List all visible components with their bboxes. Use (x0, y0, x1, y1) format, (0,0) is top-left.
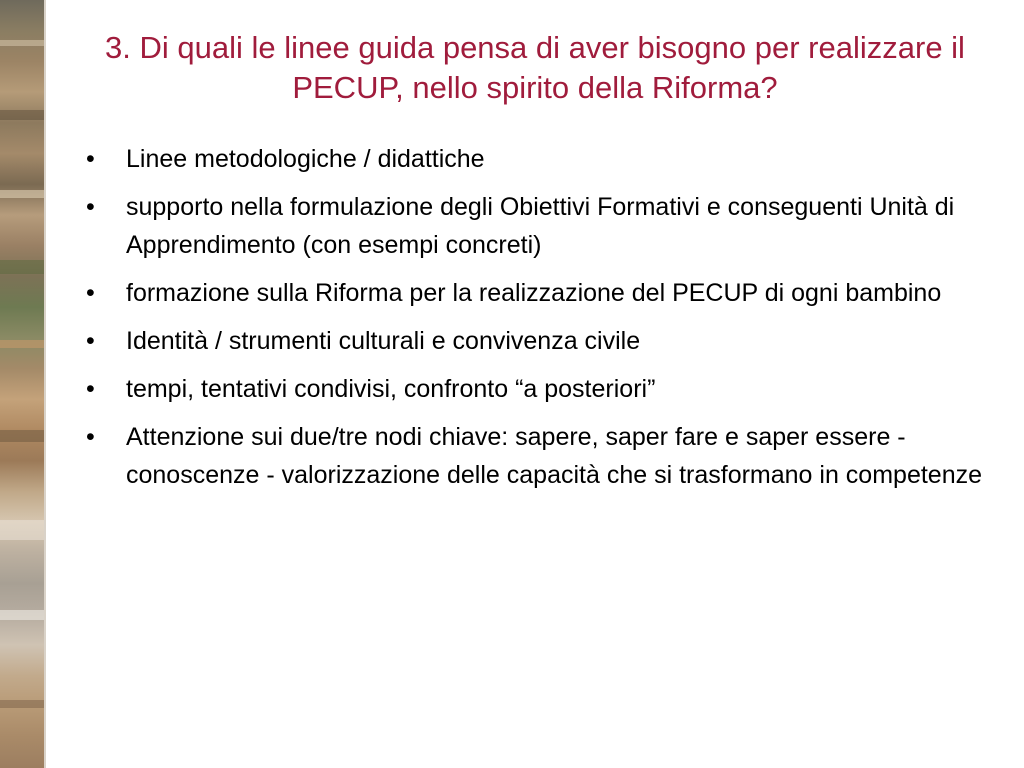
slide-title: 3. Di quali le linee guida pensa di aver bisogno per realizzare il PECUP, nello spirito della Riforma? (105, 30, 965, 105)
bullet-dot: • (86, 327, 95, 355)
bullet-dot: • (86, 279, 95, 307)
list-item (86, 140, 986, 178)
list-item (86, 322, 986, 360)
list-item-text: Linee metodologiche / didattiche (126, 145, 485, 173)
list-item (86, 274, 986, 312)
side-photo-strip (0, 0, 44, 768)
bullet-dot: • (86, 193, 95, 221)
list-item-text: Attenzione sui due/tre nodi chiave: sapere, saper fare e saper essere - conoscenze - valorizzazione delle capacità che si trasformano in competenze (126, 423, 983, 489)
list-item (86, 188, 986, 264)
bullet-dot: • (86, 423, 95, 451)
bullet-dot: • (86, 375, 95, 403)
list-item (86, 418, 986, 494)
bullet-list (86, 140, 986, 504)
list-item-text: formazione sulla Riforma per la realizzazione del PECUP di ogni bambino (126, 279, 942, 307)
bullet-dot: • (86, 145, 95, 173)
list-item-text: supporto nella formulazione degli Obiettivi Formativi e conseguenti Unità di Apprendimento (con esempi concreti) (126, 193, 955, 259)
list-item (86, 370, 986, 408)
list-item-text: Identità / strumenti culturali e convivenza civile (126, 327, 641, 355)
list-item-text: tempi, tentativi condivisi, confronto “a posteriori” (126, 375, 656, 403)
side-photo-edge (44, 0, 46, 768)
